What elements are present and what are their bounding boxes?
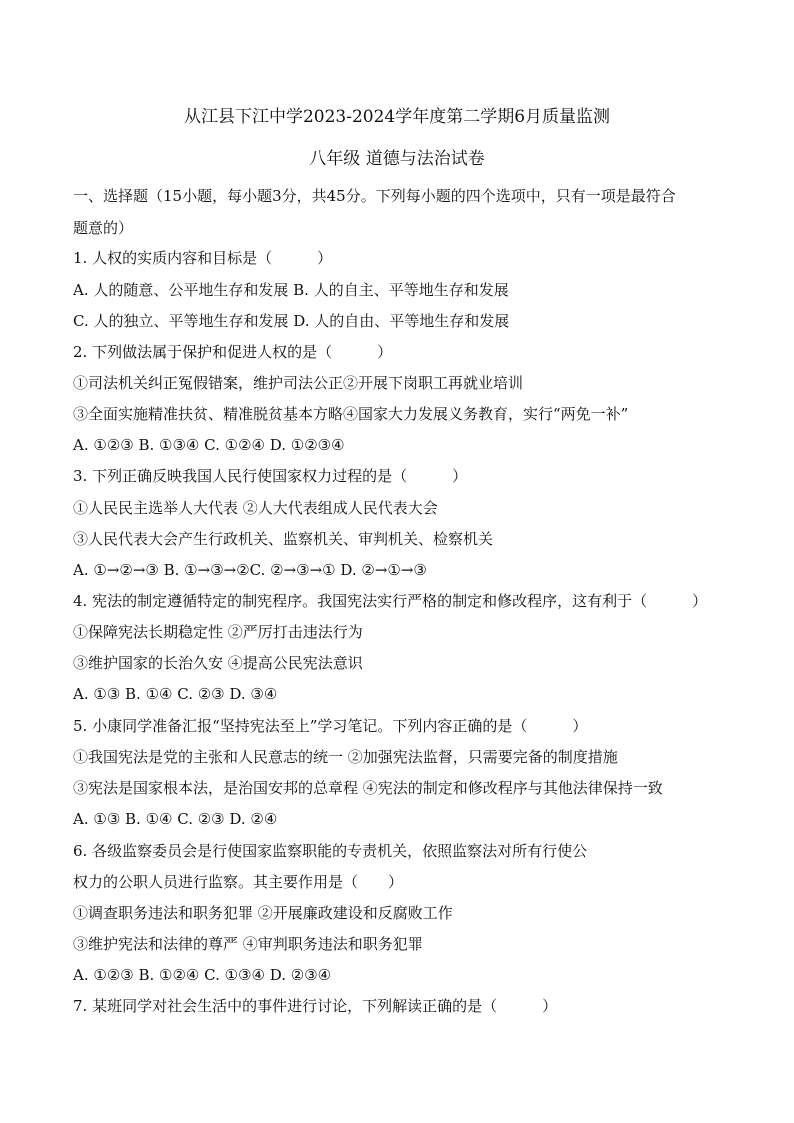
question-3-statement-line: ③人民代表大会产生行政机关、监察机关、审判机关、检察机关: [73, 530, 494, 548]
question-5-statement-line: ①我国宪法是党的主张和人民意志的统一 ②加强宪法监督，只需要完备的制度措施: [73, 748, 618, 766]
question-4-statement-line: ③维护国家的长治久安 ④提高公民宪法意识: [73, 654, 363, 672]
question-5-stem: 5. 小康同学准备汇报“坚持宪法至上”学习笔记。下列内容正确的是（ ）: [73, 717, 588, 735]
question-3-options: A. ①→②→③ B. ①→③→②C. ②→③→① D. ②→①→③: [73, 561, 427, 579]
exam-subtitle: 八年级 道德与法治试卷: [309, 149, 485, 169]
question-4-statement-line: ①保障宪法长期稳定性 ②严厉打击违法行为: [73, 623, 363, 641]
question-7-stem: 7. 某班同学对社会生活中的事件进行讨论，下列解读正确的是（ ）: [73, 997, 558, 1015]
question-1-stem: 1. 人权的实质内容和目标是（ ）: [73, 249, 333, 267]
question-2-options: A. ①②③ B. ①③④ C. ①②④ D. ①②③④: [73, 436, 345, 454]
question-4-stem: 4. 宪法的制定遵循特定的制宪程序。我国宪法实行严格的制定和修改程序，这有利于（ ）: [73, 592, 708, 610]
question-6-stem-continued: 权力的公职人员进行监察。其主要作用是（ ）: [73, 873, 404, 891]
question-1-options-ab: A. 人的随意、公平地生存和发展 B. 人的自主、平等地生存和发展: [73, 281, 509, 299]
question-4-options: A. ①③ B. ①④ C. ②③ D. ③④: [73, 685, 278, 703]
question-6-statement-line: ①调查职务违法和职务犯罪 ②开展廉政建设和反腐败工作: [73, 904, 453, 922]
question-3-statement-line: ①人民民主选举人大代表 ②人大代表组成人民代表大会: [73, 499, 438, 517]
section-heading: 一、选择题（15小题，每小题3分，共45分。下列每小题的四个选项中，只有一项是最符合: [73, 187, 676, 205]
question-2-statement-line: ③全面实施精准扶贫、精准脱贫基本方略④国家大力发展义务教育，实行“两免一补”: [73, 405, 629, 423]
question-3-stem: 3. 下列正确反映我国人民行使国家权力过程的是（ ）: [73, 467, 468, 485]
section-heading-continued: 题意的）: [73, 219, 134, 237]
question-6-statement-line: ③维护宪法和法律的尊严 ④审判职务违法和职务犯罪: [73, 935, 423, 953]
question-2-stem: 2. 下列做法属于保护和促进人权的是（ ）: [73, 343, 393, 361]
question-5-options: A. ①③ B. ①④ C. ②③ D. ②④: [73, 810, 278, 828]
exam-title: 从江县下江中学2023-2024学年度第二学期6月质量监测: [183, 107, 611, 127]
question-6-stem: 6. 各级监察委员会是行使国家监察职能的专责机关，依照监察法对所有行使公: [73, 842, 588, 860]
question-6-options: A. ①②③ B. ①②④ C. ①③④ D. ②③④: [73, 966, 332, 984]
question-5-statement-line: ③宪法是国家根本法，是治国安邦的总章程 ④宪法的制定和修改程序与其他法律保持一致: [73, 779, 663, 797]
question-2-statement-line: ①司法机关纠正冤假错案，维护司法公正②开展下岗职工再就业培训: [73, 374, 524, 392]
question-1-options-cd: C. 人的独立、平等地生存和发展 D. 人的自由、平等地生存和发展: [73, 312, 510, 330]
